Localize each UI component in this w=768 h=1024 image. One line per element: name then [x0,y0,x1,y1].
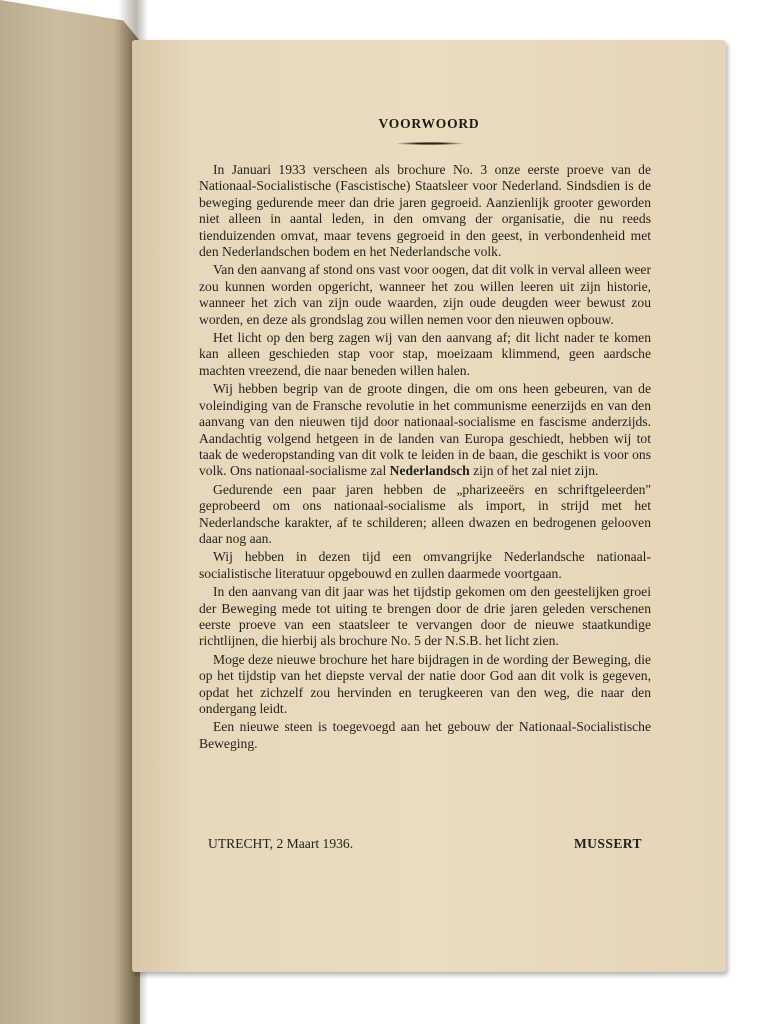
paragraph-5: Gedurende een paar jaren hebben de „pharizeeërs en schriftgeleerden" geprobeerd om ons nationaal-socialisme als import, in strijd met het Nederlandsche karakter, af te schilderen; alleen dwazen en bedrogenen gelooven daar nog aan. [199,481,651,546]
paragraph-6: Wij hebben in dezen tijd een omvangrijke Nederlandsche nationaal-socialistische literatuur opgebouwd en zullen daarmede voortgaan. [199,549,651,581]
book-page [132,40,726,972]
paragraph-1: In Januari 1933 verscheen als brochure No. 3 onze eerste proeve van de Nationaal-Socialistische (Fascistische) Staatsleer voor Nederland. Sindsdien is de beweging gedurende meer dan drie jaren gegroeid. Aanzienlijk grooter geworden niet alleen in aantal leden, in den omvang der organisatie, die nu reeds tienduizenden omvat, maar tevens gegroeid in den geest, in verbondenheid met den Nederlandschen bodem en het Nederlandsche volk. [199,162,651,260]
page-title: VOORWOORD [378,116,480,131]
paragraph-4-text: Wij hebben begrip van de groote dingen, die om ons heen gebeuren, van de voleindiging van de Fransche revolutie in het communisme eenerzijds en van den aanvang van den nieuwen tijd door nationaal-socialisme en fascisme anderzijds. Aandachtig volgend hetgeen in de landen van Europa geschiedt, hebben wij tot taak de wederopstanding van dit volk te leiden in de baan, die geschikt is voor ons volk. Ons nationaal-socialisme zal [199,381,651,479]
paragraph-2: Van den aanvang af stond ons vast voor oogen, dat dit volk in verval alleen weer zou kunnen worden opgericht, wanneer het zou willen leeren uit zijn historie, wanneer het zich van zijn oude waarden, zijn oude deugden weer bewust zou worden, en deze als grondslag zou willen nemen voor den nieuwen opbouw. [199,262,651,327]
emphasis-nederlandsch: Nederlandsch [389,463,470,479]
paragraph-9: Een nieuwe steen is toegevoegd aan het gebouw der Nationaal-Socialistische Beweging. [199,719,651,751]
paragraph-8: Moge deze nieuwe brochure het hare bijdragen in de wording der Beweging, die op het tijdstip van het diepste verval der natie door God aan dit volk is gegeven, opdat het zichzelf zou hervinden en terugkeeren van den weg, die naar den ondergang leidt. [199,651,651,716]
paragraph-4 [199,381,651,479]
paragraph-7: In den aanvang van dit jaar was het tijdstip gekomen om den geestelijken groei der Beweging mede tot uiting te brengen door de drie jaren geleden verschenen eerste proeve van een staatsleer te vervangen door de nieuwe staatkundige richtlijnen, die hierbij als brochure No. 5 der N.S.B. het licht zien. [199,584,651,649]
author-signature: MUSSERT [573,836,642,851]
title-ornament-rule [397,142,463,145]
paragraph-4-ending: zijn of het zal niet zijn. [469,463,599,479]
place-date: UTRECHT, 2 Maart 1936. [208,836,354,851]
paragraph-3: Het licht op den berg zagen wij van den aanvang af; dit licht nader te komen kan alleen geschieden stap voor stap, moeizaam klimmend, geen aardsche machten vreezend, die naar beneden willen halen. [199,330,651,378]
preface-body [199,162,651,752]
